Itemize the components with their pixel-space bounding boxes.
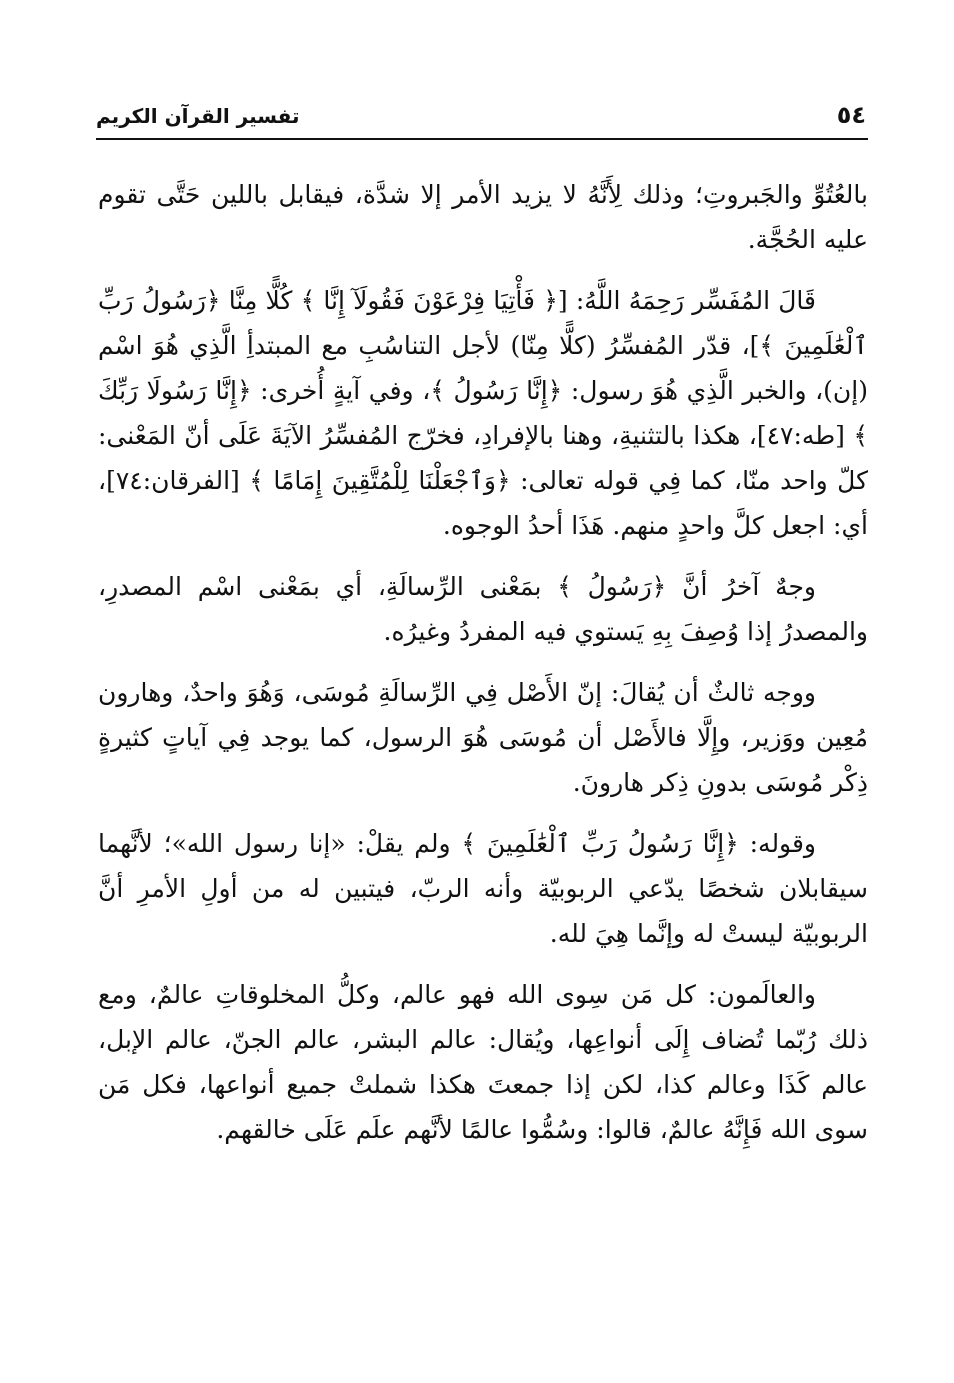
header-divider — [96, 138, 868, 140]
paragraph-1: بالعُتُوِّ والجَبروتِ؛ وذلك لِأَنَّهُ لا يزيد الأمر إلا شدَّة، فيقابل باللين حَتَّى تقوم عليه الحُجَّة. — [98, 180, 868, 254]
page-header — [96, 96, 866, 136]
running-title: تفسير القرآن الكريم — [96, 104, 300, 128]
page-body — [98, 172, 868, 1168]
paragraph-3: وجهٌ آخرُ أنَّ ﴿رَسُولُ ﴾ بمَعْنى الرِّسالَةِ، أي بمَعْنى اسْم المصدرِ، والمصدرُ إذا وُصِفَ بِهِ يَستوي فيه المفردُ وغيرُه. — [98, 572, 868, 646]
paragraph-2: قَالَ المُفَسِّر رَحِمَهُ اللَّهُ: [﴿ فَأْتِيَا فِرْعَوْنَ فَقُولَآ إِنَّا ﴾ كُلًّا مِنَّا ﴿رَسُولُ رَبِّ ٱلْعَٰلَمِينَ ﴾]، قدّر المُفسِّرُ (كلًّا مِنّا) لأجل التناسُبِ مع المبتدأِ الَّذِي هُوَ اسْم (إن)، والخبر الَّذِي هُوَ رسول: ﴿إِنَّا رَسُولُ ﴾، وفي آيةٍ أُخرى: ﴿إِنَّا رَسُولَا رَبِّكَ ﴾ [طه:٤٧]، هكذا بالتثنيةِ، وهنا بالإفرادِ، فخرّج المُفسِّرُ الآيَةَ عَلَى أنّ المَعْنى: كلّ واحد منّا، كما فِي قوله تعالى: ﴿وَٱجْعَلْنَا لِلْمُتَّقِينَ إِمَامًا ﴾ [الفرقان:٧٤]، أي: اجعل كلَّ واحدٍ منهم. هَذَا أحدُ الوجوه. — [98, 286, 868, 540]
paragraph-5: وقوله: ﴿إِنَّا رَسُولُ رَبِّ ٱلْعَٰلَمِينَ ﴾ ولم يقلْ: «إنا رسول الله»؛ لأنَّهما سيقابلان شخصًا يدّعي الربوبيّة وأنه الربّ، فيتبين له من أولِ الأمرِ أنَّ الربوبيّة ليستْ له وإنَّما هِيَ لله. — [98, 829, 868, 948]
page-number: ٥٤ — [836, 101, 866, 129]
paragraph-4: ووجه ثالثٌ أن يُقالَ: إنّ الأَصْل فِي الرِّسالَةِ مُوسَى، وَهُوَ واحدٌ، وهارون مُعِين ووَزير، وإِلَّا فالأَصْل أن مُوسَى هُوَ الرسول، كما يوجد فِي آياتٍ كثيرةٍ ذِكْر مُوسَى بدونِ ذِكر هارونَ. — [98, 678, 868, 797]
paragraph-6: والعالَمون: كل مَن سِوى الله فهو عالم، وكلُّ المخلوقاتِ عالمٌ، ومع ذلك رُبّما تُضاف إِلَى أنواعِها، ويُقال: عالم البشر، عالم الجنّ، عالم الإبل، عالم كَذَا وعالم كذا، لكن إذا جمعتَ هكذا شملتْ جميع أنواعها، فكل مَن سوى الله فَإِنَّهُ عالمٌ، قالوا: وسُمُّوا عالمًا لأنَّهم علَم عَلَى خالقهم. — [98, 980, 868, 1144]
